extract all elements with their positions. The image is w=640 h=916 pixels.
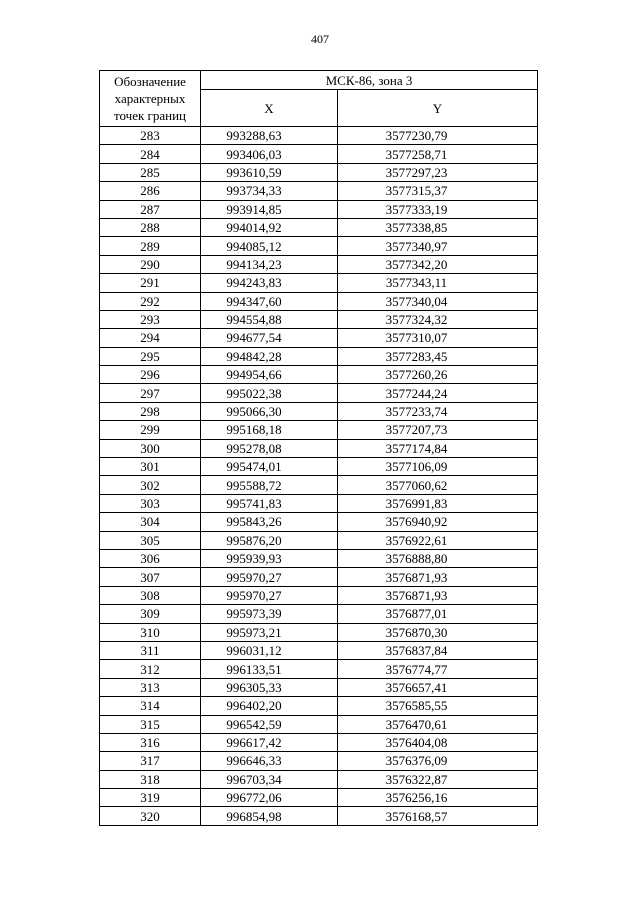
point-number-cell: 285 xyxy=(100,163,201,181)
x-coordinate-cell: 994677,54 xyxy=(201,329,338,347)
y-coordinate-cell: 3577338,85 xyxy=(338,218,538,236)
y-coordinate-cell: 3576871,93 xyxy=(338,586,538,604)
x-coordinate-cell: 995278,08 xyxy=(201,439,338,457)
point-number-cell: 319 xyxy=(100,789,201,807)
table-row xyxy=(100,366,538,384)
x-coordinate-cell: 995939,93 xyxy=(201,549,338,567)
y-coordinate-cell: 3576871,93 xyxy=(338,568,538,586)
x-coordinate-cell: 995022,38 xyxy=(201,384,338,402)
point-number-cell: 296 xyxy=(100,366,201,384)
table-row xyxy=(100,163,538,181)
y-coordinate-cell: 3576168,57 xyxy=(338,807,538,825)
x-coordinate-cell: 995843,26 xyxy=(201,513,338,531)
point-number-cell: 320 xyxy=(100,807,201,825)
y-coordinate-cell: 3577342,20 xyxy=(338,255,538,273)
x-coordinate-cell: 995973,21 xyxy=(201,623,338,641)
table-row xyxy=(100,421,538,439)
y-coordinate-cell: 3576837,84 xyxy=(338,641,538,659)
y-coordinate-cell: 3576256,16 xyxy=(338,789,538,807)
point-number-cell: 315 xyxy=(100,715,201,733)
table-row xyxy=(100,402,538,420)
point-number-cell: 309 xyxy=(100,605,201,623)
y-coordinate-cell: 3577260,26 xyxy=(338,366,538,384)
table-row xyxy=(100,733,538,751)
table-row xyxy=(100,200,538,218)
table-row xyxy=(100,697,538,715)
point-number-cell: 295 xyxy=(100,347,201,365)
x-coordinate-cell: 996772,06 xyxy=(201,789,338,807)
table-row xyxy=(100,127,538,145)
point-number-cell: 292 xyxy=(100,292,201,310)
table-row xyxy=(100,752,538,770)
coordinate-system-header: МСК-86, зона 3 xyxy=(201,71,538,90)
y-coordinate-cell: 3577207,73 xyxy=(338,421,538,439)
table-row xyxy=(100,513,538,531)
point-number-cell: 301 xyxy=(100,458,201,476)
point-number-cell: 305 xyxy=(100,531,201,549)
y-coordinate-cell: 3577230,79 xyxy=(338,127,538,145)
y-coordinate-cell: 3576888,80 xyxy=(338,549,538,567)
y-coordinate-cell: 3576470,61 xyxy=(338,715,538,733)
y-coordinate-cell: 3577060,62 xyxy=(338,476,538,494)
x-coordinate-cell: 996703,34 xyxy=(201,770,338,788)
table-row xyxy=(100,678,538,696)
x-coordinate-cell: 993914,85 xyxy=(201,200,338,218)
x-coordinate-cell: 995474,01 xyxy=(201,458,338,476)
point-number-cell: 293 xyxy=(100,310,201,328)
point-number-cell: 300 xyxy=(100,439,201,457)
x-coordinate-cell: 995876,20 xyxy=(201,531,338,549)
y-coordinate-cell: 3576922,61 xyxy=(338,531,538,549)
point-number-cell: 311 xyxy=(100,641,201,659)
x-coordinate-cell: 996133,51 xyxy=(201,660,338,678)
point-number-cell: 290 xyxy=(100,255,201,273)
table-row xyxy=(100,274,538,292)
y-coordinate-cell: 3576877,01 xyxy=(338,605,538,623)
y-coordinate-cell: 3577315,37 xyxy=(338,182,538,200)
point-number-cell: 312 xyxy=(100,660,201,678)
table-row xyxy=(100,586,538,604)
x-column-header: X xyxy=(201,90,338,127)
point-number-cell: 316 xyxy=(100,733,201,751)
page-number: 407 xyxy=(311,32,329,46)
point-number-cell: 291 xyxy=(100,274,201,292)
point-number-cell: 284 xyxy=(100,145,201,163)
table-row xyxy=(100,770,538,788)
y-coordinate-cell: 3577333,19 xyxy=(338,200,538,218)
table-row xyxy=(100,568,538,586)
table-row xyxy=(100,476,538,494)
point-number-cell: 318 xyxy=(100,770,201,788)
y-coordinate-cell: 3577174,84 xyxy=(338,439,538,457)
table-row xyxy=(100,439,538,457)
table-row xyxy=(100,347,538,365)
x-coordinate-cell: 994134,23 xyxy=(201,255,338,273)
x-coordinate-cell: 995741,83 xyxy=(201,494,338,512)
x-coordinate-cell: 994243,83 xyxy=(201,274,338,292)
table-row xyxy=(100,549,538,567)
table-body xyxy=(100,127,538,826)
x-coordinate-cell: 994014,92 xyxy=(201,218,338,236)
table-row xyxy=(100,310,538,328)
x-coordinate-cell: 994842,28 xyxy=(201,347,338,365)
x-coordinate-cell: 996402,20 xyxy=(201,697,338,715)
table-row xyxy=(100,329,538,347)
y-coordinate-cell: 3577233,74 xyxy=(338,402,538,420)
x-coordinate-cell: 995168,18 xyxy=(201,421,338,439)
y-coordinate-cell: 3576322,87 xyxy=(338,770,538,788)
x-coordinate-cell: 993734,33 xyxy=(201,182,338,200)
y-coordinate-cell: 3577283,45 xyxy=(338,347,538,365)
point-number-cell: 308 xyxy=(100,586,201,604)
y-coordinate-cell: 3576657,41 xyxy=(338,678,538,696)
x-coordinate-cell: 995588,72 xyxy=(201,476,338,494)
y-coordinate-cell: 3576774,77 xyxy=(338,660,538,678)
x-coordinate-cell: 996542,59 xyxy=(201,715,338,733)
table-row xyxy=(100,237,538,255)
point-number-cell: 287 xyxy=(100,200,201,218)
table-row xyxy=(100,145,538,163)
point-number-cell: 306 xyxy=(100,549,201,567)
point-number-cell: 298 xyxy=(100,402,201,420)
x-coordinate-cell: 993406,03 xyxy=(201,145,338,163)
x-coordinate-cell: 996646,33 xyxy=(201,752,338,770)
x-coordinate-cell: 996617,42 xyxy=(201,733,338,751)
point-number-cell: 283 xyxy=(100,127,201,145)
x-coordinate-cell: 995970,27 xyxy=(201,568,338,586)
y-coordinate-cell: 3576940,92 xyxy=(338,513,538,531)
point-number-cell: 286 xyxy=(100,182,201,200)
point-number-cell: 314 xyxy=(100,697,201,715)
table-row xyxy=(100,384,538,402)
y-coordinate-cell: 3577340,04 xyxy=(338,292,538,310)
point-number-cell: 302 xyxy=(100,476,201,494)
table-row xyxy=(100,218,538,236)
x-coordinate-cell: 996854,98 xyxy=(201,807,338,825)
x-coordinate-cell: 994085,12 xyxy=(201,237,338,255)
y-coordinate-cell: 3577324,32 xyxy=(338,310,538,328)
table-row xyxy=(100,807,538,825)
point-number-cell: 289 xyxy=(100,237,201,255)
y-coordinate-cell: 3576870,30 xyxy=(338,623,538,641)
x-coordinate-cell: 994554,88 xyxy=(201,310,338,328)
y-coordinate-cell: 3577258,71 xyxy=(338,145,538,163)
point-number-cell: 294 xyxy=(100,329,201,347)
point-number-cell: 307 xyxy=(100,568,201,586)
x-coordinate-cell: 995066,30 xyxy=(201,402,338,420)
point-number-cell: 299 xyxy=(100,421,201,439)
point-designation-header: Обозначение характерных точек границ xyxy=(100,71,201,127)
x-coordinate-cell: 993288,63 xyxy=(201,127,338,145)
x-coordinate-cell: 994347,60 xyxy=(201,292,338,310)
table-row xyxy=(100,715,538,733)
table-row xyxy=(100,641,538,659)
point-number-cell: 297 xyxy=(100,384,201,402)
y-coordinate-cell: 3577340,97 xyxy=(338,237,538,255)
table-row xyxy=(100,458,538,476)
y-coordinate-cell: 3577310,07 xyxy=(338,329,538,347)
y-coordinate-cell: 3576991,83 xyxy=(338,494,538,512)
coordinates-table xyxy=(99,70,538,826)
y-coordinate-cell: 3577244,24 xyxy=(338,384,538,402)
y-coordinate-cell: 3577343,11 xyxy=(338,274,538,292)
y-coordinate-cell: 3577106,09 xyxy=(338,458,538,476)
y-column-header: Y xyxy=(338,90,538,127)
x-coordinate-cell: 996031,12 xyxy=(201,641,338,659)
y-coordinate-cell: 3576404,08 xyxy=(338,733,538,751)
table-row xyxy=(100,531,538,549)
x-coordinate-cell: 994954,66 xyxy=(201,366,338,384)
y-coordinate-cell: 3577297,23 xyxy=(338,163,538,181)
point-number-cell: 303 xyxy=(100,494,201,512)
x-coordinate-cell: 995970,27 xyxy=(201,586,338,604)
table-row xyxy=(100,623,538,641)
x-coordinate-cell: 995973,39 xyxy=(201,605,338,623)
x-coordinate-cell: 993610,59 xyxy=(201,163,338,181)
table-row xyxy=(100,660,538,678)
point-number-cell: 317 xyxy=(100,752,201,770)
table-row xyxy=(100,292,538,310)
table-row xyxy=(100,789,538,807)
table-row xyxy=(100,605,538,623)
y-coordinate-cell: 3576585,55 xyxy=(338,697,538,715)
x-coordinate-cell: 996305,33 xyxy=(201,678,338,696)
point-number-cell: 304 xyxy=(100,513,201,531)
point-number-cell: 313 xyxy=(100,678,201,696)
point-number-cell: 288 xyxy=(100,218,201,236)
table-row xyxy=(100,255,538,273)
table-row xyxy=(100,182,538,200)
table-row xyxy=(100,494,538,512)
point-number-cell: 310 xyxy=(100,623,201,641)
y-coordinate-cell: 3576376,09 xyxy=(338,752,538,770)
